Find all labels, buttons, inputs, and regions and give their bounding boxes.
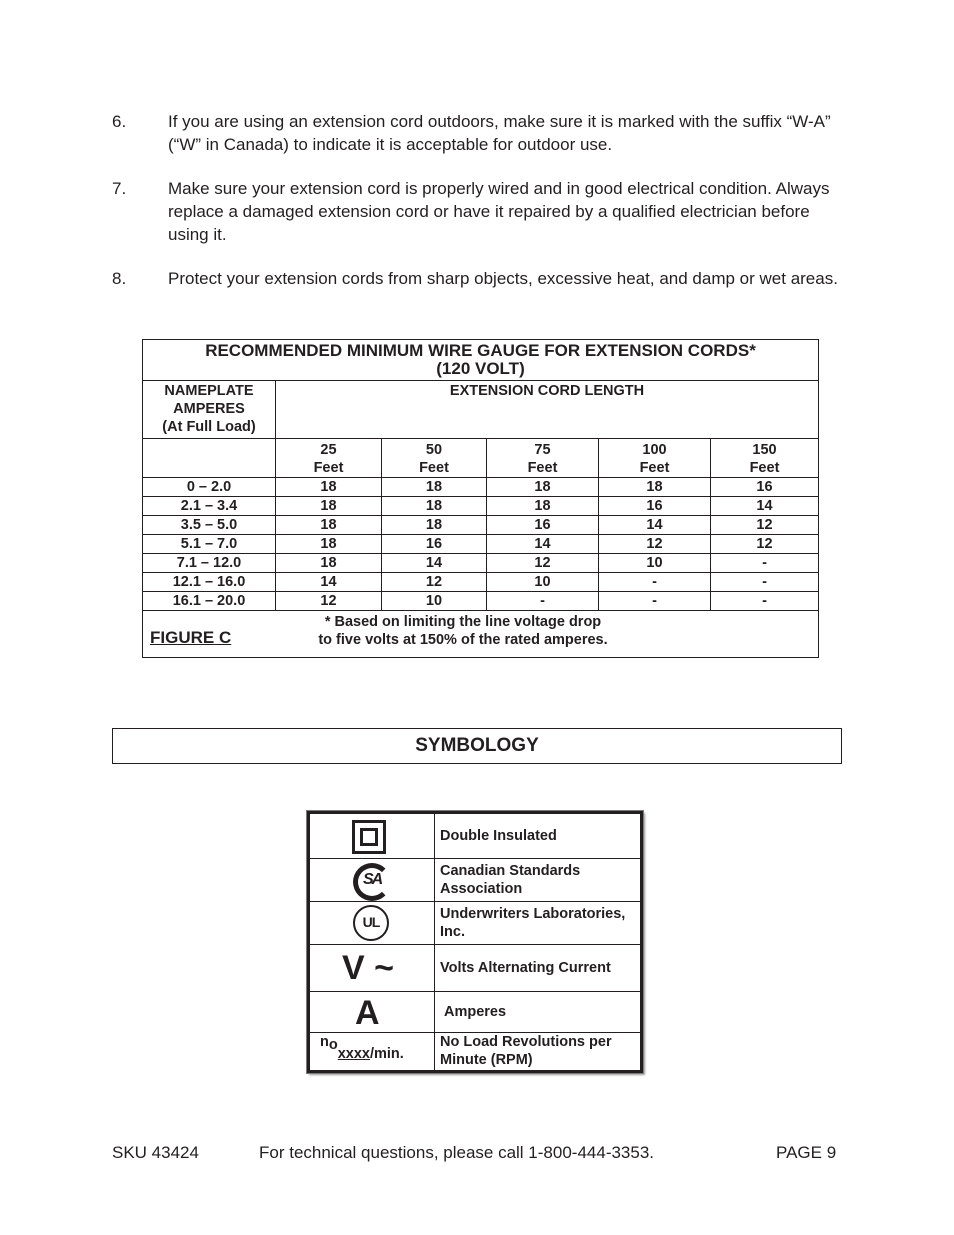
instruction-text: Protect your extension cords from sharp objects, excessive heat, and damp or wet areas. <box>168 269 838 288</box>
header-line: NAMEPLATE <box>164 383 254 399</box>
ul-icon <box>310 902 435 944</box>
gauge-cell: - <box>711 554 819 573</box>
gauge-cell: 10 <box>487 573 599 592</box>
symbol-row <box>310 945 640 992</box>
volts-ac-icon <box>310 945 435 991</box>
length-value: 150 <box>752 442 777 458</box>
amperes-icon <box>310 992 435 1032</box>
gauge-cell: 12 <box>276 592 382 611</box>
rpm-min: /min. <box>369 1046 404 1062</box>
length-value: 100 <box>642 442 667 458</box>
length-cell <box>487 439 599 478</box>
gauge-cell: 16 <box>382 535 487 554</box>
symbol-label: Canadian Standards Association <box>440 863 581 897</box>
length-cell <box>382 439 487 478</box>
footnote-text <box>303 613 623 649</box>
symbol-row <box>310 814 640 859</box>
length-row <box>143 439 819 478</box>
gauge-cell: 18 <box>276 554 382 573</box>
amperes-symbol: A <box>355 994 380 1032</box>
instruction-item <box>112 177 842 246</box>
section-heading: SYMBOLOGY <box>112 728 842 764</box>
symbol-label: Double Insulated <box>440 828 557 844</box>
table-title-line: (120 VOLT) <box>436 359 525 378</box>
length-unit: Feet <box>749 460 780 476</box>
footnote-line: to five volts at 150% of the rated amperes. <box>318 632 608 648</box>
instruction-item <box>112 267 842 290</box>
symbol-label: Underwriters Laboratories, Inc. <box>440 906 626 940</box>
length-cell <box>711 439 819 478</box>
length-unit: Feet <box>313 460 344 476</box>
header-line: (At Full Load) <box>162 419 256 435</box>
amps-cell: 5.1 – 7.0 <box>143 535 276 554</box>
instruction-number: 7. <box>112 179 127 198</box>
gauge-cell: 12 <box>487 554 599 573</box>
gauge-cell: 14 <box>487 535 599 554</box>
footer-sku: SKU 43424 <box>112 1143 199 1162</box>
ul-ring <box>353 905 389 941</box>
length-unit: Feet <box>419 460 449 476</box>
gauge-cell: 18 <box>487 497 599 516</box>
gauge-cell: - <box>487 592 599 611</box>
table-row <box>143 573 819 592</box>
table-row <box>143 497 819 516</box>
gauge-cell: 16 <box>487 516 599 535</box>
instruction-list <box>112 110 842 311</box>
gauge-cell: 18 <box>382 478 487 497</box>
gauge-cell: 18 <box>276 478 382 497</box>
symbol-row <box>310 1033 640 1070</box>
instruction-number: 8. <box>112 269 127 288</box>
gauge-cell: 12 <box>711 516 819 535</box>
length-cell <box>599 439 711 478</box>
symbol-label: No Load Revolutions per Minute (RPM) <box>440 1034 612 1068</box>
instruction-text: Make sure your extension cord is properly wired and in good electrical condition. Always replace a damaged extension cord or have it repaired by a qualified electrician before using it. <box>168 179 830 244</box>
gauge-cell: - <box>599 592 711 611</box>
gauge-cell: 16 <box>711 478 819 497</box>
gauge-cell: 12 <box>711 535 819 554</box>
gauge-cell: 18 <box>276 535 382 554</box>
table-footnote <box>143 611 819 658</box>
symbol-row <box>310 859 640 902</box>
footnote-line: * Based on limiting the line voltage drop <box>324 614 602 630</box>
length-cell <box>276 439 382 478</box>
gauge-cell: 14 <box>276 573 382 592</box>
symbol-table <box>307 811 643 1073</box>
table-row <box>143 535 819 554</box>
gauge-cell: 18 <box>599 478 711 497</box>
volts-symbol: V ~ <box>342 949 394 987</box>
gauge-cell: - <box>711 592 819 611</box>
symbol-row <box>310 902 640 945</box>
gauge-cell: 14 <box>599 516 711 535</box>
nameplate-header <box>143 381 276 439</box>
gauge-cell: 18 <box>487 478 599 497</box>
gauge-cell: 10 <box>599 554 711 573</box>
figure-label: FIGURE C <box>150 628 232 647</box>
gauge-cell: 16 <box>599 497 711 516</box>
amps-cell: 12.1 – 16.0 <box>143 573 276 592</box>
amps-cell: 3.5 – 5.0 <box>143 516 276 535</box>
length-unit: Feet <box>639 460 670 476</box>
gauge-cell: 18 <box>382 497 487 516</box>
inner-square <box>360 828 378 846</box>
gauge-cell: 10 <box>382 592 487 611</box>
csa-icon <box>310 859 435 901</box>
length-unit: Feet <box>527 460 558 476</box>
symbol-label: Volts Alternating Current <box>440 960 611 976</box>
gauge-cell: - <box>599 573 711 592</box>
gauge-cell: 12 <box>599 535 711 554</box>
symbol-label: Amperes <box>444 1004 507 1020</box>
gauge-cell: - <box>711 573 819 592</box>
wire-gauge-table <box>142 339 819 658</box>
length-value: 75 <box>534 442 551 458</box>
double-insulated-icon <box>310 814 435 858</box>
amps-cell: 2.1 – 3.4 <box>143 497 276 516</box>
table-row <box>143 592 819 611</box>
table-title-line: RECOMMENDED MINIMUM WIRE GAUGE FOR EXTENSION CORDS* <box>205 341 756 360</box>
rpm-icon <box>310 1033 435 1070</box>
amps-cell: 7.1 – 12.0 <box>143 554 276 573</box>
ul-letters: UL <box>362 914 380 930</box>
rpm-xxxx: xxxx <box>337 1046 370 1062</box>
gauge-cell: 18 <box>382 516 487 535</box>
gauge-cell: 18 <box>276 497 382 516</box>
outer-square <box>352 820 386 854</box>
symbol-row <box>310 992 640 1033</box>
length-value: 25 <box>320 442 337 458</box>
rpm-symbol <box>320 1033 404 1062</box>
table-row <box>143 554 819 573</box>
gauge-cell: 18 <box>276 516 382 535</box>
rpm-o: o <box>328 1037 338 1053</box>
table-row <box>143 516 819 535</box>
csa-letters: SA <box>363 871 382 888</box>
gauge-cell: 14 <box>382 554 487 573</box>
length-header: EXTENSION CORD LENGTH <box>276 381 819 439</box>
table-row <box>143 478 819 497</box>
empty-cell <box>143 439 276 478</box>
footer-help: For technical questions, please call 1-800-444-3353. <box>259 1143 655 1162</box>
amps-cell: 0 – 2.0 <box>143 478 276 497</box>
instruction-number: 6. <box>112 112 127 131</box>
amps-cell: 16.1 – 20.0 <box>143 592 276 611</box>
table-title <box>143 340 819 381</box>
length-value: 50 <box>425 442 443 458</box>
header-line: AMPERES <box>173 401 245 417</box>
instruction-item <box>112 110 842 156</box>
gauge-cell: 12 <box>382 573 487 592</box>
footer-page: PAGE 9 <box>776 1143 837 1162</box>
rpm-n: n <box>320 1034 329 1050</box>
instruction-text: If you are using an extension cord outdoors, make sure it is marked with the suffix “W-A” (“W” in Canada) to indicate it is acceptable for outdoor use. <box>168 112 831 154</box>
gauge-cell: 14 <box>711 497 819 516</box>
